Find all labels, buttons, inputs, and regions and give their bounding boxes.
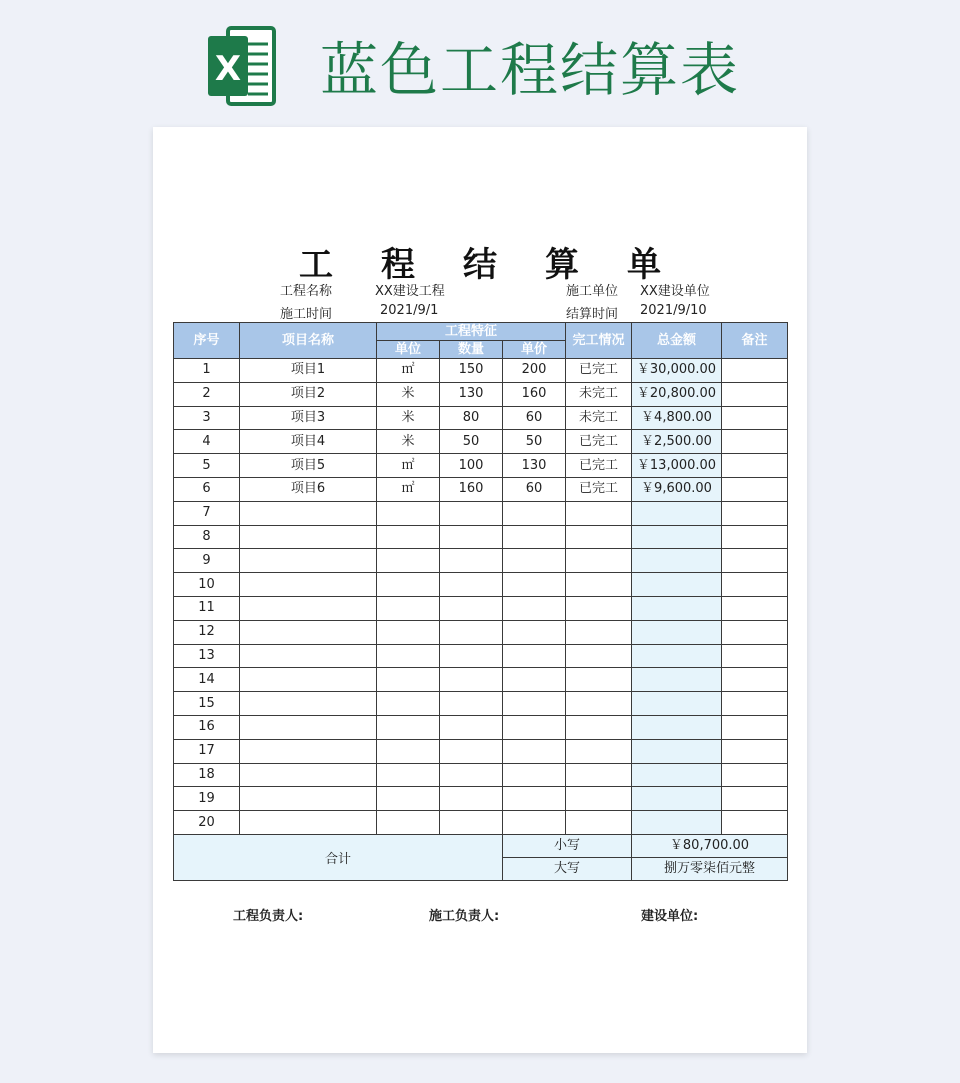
cell-seq: 10: [174, 573, 240, 597]
cell-status: 已完工: [566, 454, 632, 478]
cell-remark: [722, 692, 788, 716]
cell-amount: [632, 739, 722, 763]
cell-status: 未完工: [566, 382, 632, 406]
header-seq: 序号: [174, 323, 240, 359]
cell-unit: ㎡: [377, 454, 440, 478]
cell-name: 项目4: [240, 430, 377, 454]
cell-price: [503, 549, 566, 573]
cell-amount: [632, 620, 722, 644]
cell-seq: 5: [174, 454, 240, 478]
cell-status: [566, 811, 632, 835]
cell-price: [503, 501, 566, 525]
cell-seq: 12: [174, 620, 240, 644]
cell-price: 160: [503, 382, 566, 406]
table-row: [174, 573, 788, 597]
cell-qty: [440, 596, 503, 620]
cell-name: [240, 644, 377, 668]
cell-unit: [377, 668, 440, 692]
table-row: [174, 739, 788, 763]
cell-price: [503, 787, 566, 811]
cell-price: [503, 715, 566, 739]
cell-unit: [377, 596, 440, 620]
cell-qty: 130: [440, 382, 503, 406]
cell-seq: 8: [174, 525, 240, 549]
cell-name: [240, 549, 377, 573]
cell-seq: 3: [174, 406, 240, 430]
cell-remark: [722, 454, 788, 478]
table-row: [174, 763, 788, 787]
table-row: [174, 787, 788, 811]
start-time-value: 2021/9/1: [380, 303, 439, 318]
total-big-value: 捌万零柒佰元整: [632, 857, 788, 880]
cell-price: [503, 811, 566, 835]
table-row: [174, 596, 788, 620]
cell-status: [566, 787, 632, 811]
project-name-label: 工程名称: [280, 284, 333, 299]
cell-status: 未完工: [566, 406, 632, 430]
table-row: [174, 477, 788, 501]
cell-qty: 160: [440, 477, 503, 501]
table-row: [174, 620, 788, 644]
settlement-sheet: [153, 127, 807, 1053]
cell-seq: 13: [174, 644, 240, 668]
cell-qty: [440, 620, 503, 644]
cell-unit: [377, 692, 440, 716]
cell-price: 60: [503, 477, 566, 501]
cell-unit: [377, 811, 440, 835]
cell-amount: ￥30,000.00: [632, 359, 722, 383]
cell-remark: [722, 406, 788, 430]
cell-qty: 80: [440, 406, 503, 430]
cell-name: 项目5: [240, 454, 377, 478]
cell-seq: 2: [174, 382, 240, 406]
cell-seq: 19: [174, 787, 240, 811]
cell-price: [503, 620, 566, 644]
cell-remark: [722, 715, 788, 739]
cell-amount: [632, 692, 722, 716]
cell-status: [566, 715, 632, 739]
table-row: [174, 454, 788, 478]
table-row: [174, 359, 788, 383]
cell-qty: [440, 692, 503, 716]
cell-name: 项目3: [240, 406, 377, 430]
cell-remark: [722, 620, 788, 644]
cell-price: [503, 573, 566, 597]
cell-price: [503, 644, 566, 668]
header-name: 项目名称: [240, 323, 377, 359]
cell-status: [566, 739, 632, 763]
cell-remark: [722, 739, 788, 763]
cell-price: 130: [503, 454, 566, 478]
cell-remark: [722, 644, 788, 668]
cell-qty: 100: [440, 454, 503, 478]
header-status: 完工情况: [566, 323, 632, 359]
cell-price: 50: [503, 430, 566, 454]
table-row: [174, 549, 788, 573]
cell-seq: 4: [174, 430, 240, 454]
settle-time-value: 2021/9/10: [640, 303, 707, 318]
cell-price: 60: [503, 406, 566, 430]
cell-seq: 11: [174, 596, 240, 620]
total-small-label: 小写: [503, 834, 632, 857]
cell-status: [566, 620, 632, 644]
banner-title: 蓝色工程结算表: [320, 36, 741, 104]
cell-name: [240, 692, 377, 716]
table-row: [174, 668, 788, 692]
cell-qty: [440, 573, 503, 597]
cell-remark: [722, 549, 788, 573]
cell-price: [503, 739, 566, 763]
cell-status: 已完工: [566, 430, 632, 454]
cell-amount: [632, 644, 722, 668]
cell-price: [503, 668, 566, 692]
cell-name: 项目6: [240, 477, 377, 501]
cell-unit: [377, 620, 440, 644]
cell-qty: [440, 787, 503, 811]
cell-amount: [632, 668, 722, 692]
owner-signature: 建设单位:: [641, 909, 699, 924]
cell-unit: ㎡: [377, 477, 440, 501]
cell-remark: [722, 382, 788, 406]
cell-seq: 14: [174, 668, 240, 692]
cell-unit: [377, 501, 440, 525]
cell-remark: [722, 596, 788, 620]
excel-logo-letter: X: [214, 49, 242, 89]
cell-remark: [722, 525, 788, 549]
document-title: 工程结算单: [299, 245, 709, 285]
cell-seq: 20: [174, 811, 240, 835]
total-small-value: ￥80,700.00: [632, 834, 788, 857]
total-label: 合计: [174, 834, 503, 880]
cell-amount: [632, 501, 722, 525]
cell-amount: [632, 787, 722, 811]
cell-remark: [722, 668, 788, 692]
cell-unit: 米: [377, 430, 440, 454]
cell-qty: [440, 501, 503, 525]
construction-lead-signature: 施工负责人:: [429, 909, 500, 924]
cell-unit: [377, 739, 440, 763]
cell-unit: [377, 763, 440, 787]
start-time-label: 施工时间: [280, 307, 333, 322]
cell-seq: 9: [174, 549, 240, 573]
cell-price: [503, 763, 566, 787]
cell-seq: 7: [174, 501, 240, 525]
cell-name: [240, 787, 377, 811]
cell-amount: ￥2,500.00: [632, 430, 722, 454]
cell-seq: 6: [174, 477, 240, 501]
cell-name: [240, 596, 377, 620]
cell-name: [240, 620, 377, 644]
cell-amount: [632, 596, 722, 620]
table-row: [174, 501, 788, 525]
cell-qty: 50: [440, 430, 503, 454]
contractor-label: 施工单位: [566, 284, 619, 299]
header-unit: 单位: [377, 341, 440, 359]
cell-name: [240, 739, 377, 763]
cell-seq: 16: [174, 715, 240, 739]
header-remark: 备注: [722, 323, 788, 359]
cell-amount: ￥20,800.00: [632, 382, 722, 406]
cell-qty: 150: [440, 359, 503, 383]
cell-name: [240, 811, 377, 835]
cell-price: [503, 596, 566, 620]
cell-status: 已完工: [566, 477, 632, 501]
cell-qty: [440, 739, 503, 763]
cell-name: [240, 501, 377, 525]
cell-name: [240, 668, 377, 692]
cell-name: 项目1: [240, 359, 377, 383]
cell-status: [566, 525, 632, 549]
project-lead-signature: 工程负责人:: [233, 909, 304, 924]
settlement-table: [173, 322, 788, 881]
cell-status: [566, 501, 632, 525]
cell-seq: 17: [174, 739, 240, 763]
cell-unit: 米: [377, 382, 440, 406]
cell-amount: [632, 549, 722, 573]
cell-status: [566, 644, 632, 668]
cell-status: [566, 573, 632, 597]
cell-remark: [722, 573, 788, 597]
cell-name: [240, 763, 377, 787]
cell-price: [503, 692, 566, 716]
table-row: [174, 406, 788, 430]
header-amount: 总金额: [632, 323, 722, 359]
cell-remark: [722, 763, 788, 787]
cell-amount: [632, 715, 722, 739]
settle-time-label: 结算时间: [566, 307, 619, 322]
excel-icon: [208, 24, 276, 108]
table-row: [174, 382, 788, 406]
cell-remark: [722, 787, 788, 811]
cell-name: [240, 525, 377, 549]
cell-status: [566, 549, 632, 573]
cell-seq: 15: [174, 692, 240, 716]
cell-remark: [722, 359, 788, 383]
cell-qty: [440, 668, 503, 692]
cell-unit: 米: [377, 406, 440, 430]
table-row: [174, 811, 788, 835]
cell-amount: [632, 573, 722, 597]
cell-name: [240, 573, 377, 597]
cell-price: 200: [503, 359, 566, 383]
cell-unit: [377, 573, 440, 597]
table-row: [174, 430, 788, 454]
cell-amount: ￥9,600.00: [632, 477, 722, 501]
contractor-value: XX建设单位: [640, 284, 710, 299]
table-row: [174, 715, 788, 739]
cell-remark: [722, 811, 788, 835]
cell-amount: [632, 763, 722, 787]
table-row: [174, 692, 788, 716]
cell-qty: [440, 525, 503, 549]
cell-status: [566, 692, 632, 716]
header-qty: 数量: [440, 341, 503, 359]
cell-qty: [440, 549, 503, 573]
table-row: [174, 644, 788, 668]
cell-amount: [632, 811, 722, 835]
cell-unit: [377, 549, 440, 573]
cell-qty: [440, 811, 503, 835]
cell-seq: 1: [174, 359, 240, 383]
cell-name: [240, 715, 377, 739]
cell-qty: [440, 715, 503, 739]
cell-qty: [440, 644, 503, 668]
cell-amount: ￥13,000.00: [632, 454, 722, 478]
cell-remark: [722, 430, 788, 454]
cell-remark: [722, 501, 788, 525]
cell-status: [566, 596, 632, 620]
cell-status: 已完工: [566, 359, 632, 383]
header-features: 工程特征: [377, 323, 566, 341]
cell-unit: ㎡: [377, 359, 440, 383]
cell-status: [566, 668, 632, 692]
cell-price: [503, 525, 566, 549]
cell-status: [566, 763, 632, 787]
cell-unit: [377, 644, 440, 668]
cell-unit: [377, 715, 440, 739]
header-price: 单价: [503, 341, 566, 359]
cell-amount: ￥4,800.00: [632, 406, 722, 430]
cell-amount: [632, 525, 722, 549]
cell-unit: [377, 787, 440, 811]
total-big-label: 大写: [503, 857, 632, 880]
cell-unit: [377, 525, 440, 549]
cell-name: 项目2: [240, 382, 377, 406]
cell-qty: [440, 763, 503, 787]
cell-remark: [722, 477, 788, 501]
cell-seq: 18: [174, 763, 240, 787]
project-name-value: XX建设工程: [375, 284, 445, 299]
table-row: [174, 525, 788, 549]
banner: [0, 0, 960, 120]
